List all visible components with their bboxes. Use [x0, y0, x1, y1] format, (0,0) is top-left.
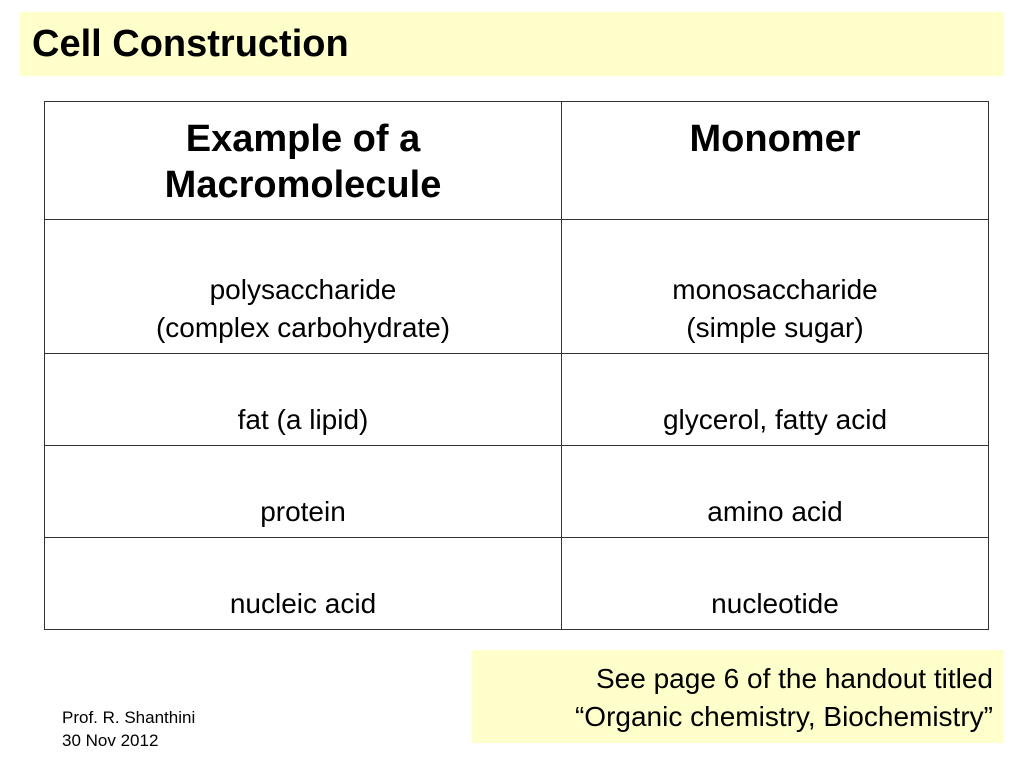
- cell-macromolecule-line-2: (complex carbohydrate): [155, 312, 451, 343]
- slide-title: Cell Construction: [32, 22, 349, 65]
- title-bar: [20, 12, 1004, 76]
- handout-note: [472, 650, 1003, 743]
- cell-monomer-line-1: glycerol, fatty acid: [662, 404, 888, 435]
- table-row: [45, 220, 989, 354]
- cell-monomer-line-1: monosaccharide: [672, 274, 878, 305]
- cell-macromolecule-line-1: fat (a lipid): [237, 404, 369, 435]
- cell-macromolecule-line-1: polysaccharide: [209, 274, 397, 305]
- cell-macromolecule: [45, 354, 562, 446]
- header-macromolecule-line-1: Example of a: [185, 118, 421, 160]
- footer-credit: [62, 706, 195, 752]
- cell-monomer-line-1: nucleotide: [711, 588, 839, 619]
- cell-monomer: [562, 354, 989, 446]
- cell-macromolecule: [45, 538, 562, 630]
- header-macromolecule: [45, 102, 562, 220]
- cell-macromolecule: [45, 220, 562, 354]
- handout-note-line-2: “Organic chemistry, Biochemistry”: [574, 701, 993, 732]
- presentation-date: 30 Nov 2012: [62, 731, 159, 750]
- cell-monomer-line-1: amino acid: [707, 496, 843, 527]
- cell-macromolecule-line-1: nucleic acid: [229, 588, 377, 619]
- cell-monomer-line-2: (simple sugar): [686, 312, 864, 343]
- cell-monomer: [562, 220, 989, 354]
- table-row: [45, 538, 989, 630]
- header-monomer: [562, 102, 989, 220]
- cell-macromolecule-line-1: protein: [260, 496, 346, 527]
- header-macromolecule-line-2: Macromolecule: [164, 164, 442, 206]
- table-row: [45, 446, 989, 538]
- author-name: Prof. R. Shanthini: [62, 708, 196, 727]
- cell-monomer: [562, 446, 989, 538]
- handout-note-line-1: See page 6 of the handout titled: [596, 663, 993, 694]
- table-row: [45, 354, 989, 446]
- table-header-row: [45, 102, 989, 220]
- cell-macromolecule: [45, 446, 562, 538]
- header-monomer-label: Monomer: [689, 118, 861, 160]
- macromolecule-monomer-table: [44, 101, 989, 630]
- cell-monomer: [562, 538, 989, 630]
